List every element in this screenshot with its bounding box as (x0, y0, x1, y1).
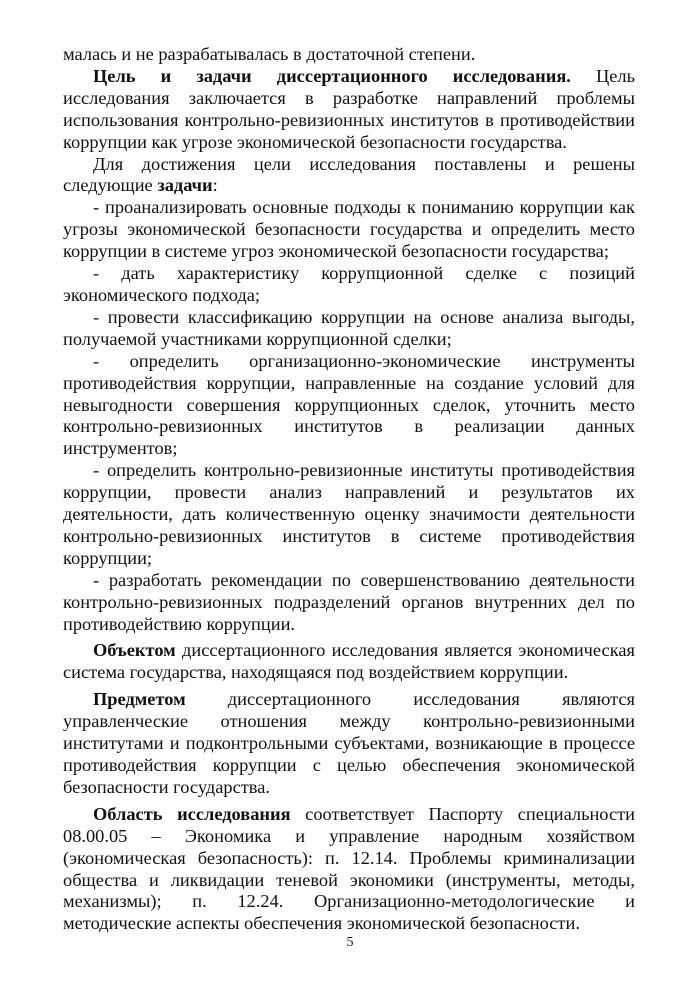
task-item: - дать характеристику коррупционной сделке с позиций экономического подхода; (63, 263, 635, 305)
task-item: - проанализировать основные подходы к пониманию коррупции как угрозы экономической безопасности государства и определить место коррупции в системе угроз экономической безопасности государства; (63, 197, 635, 262)
task-item: - разработать рекомендации по совершенствованию деятельности контрольно-ревизионных подразделений органов внутренних дел по противодействию коррупции. (63, 569, 635, 634)
goal-paragraph (63, 66, 635, 154)
subject-term: Предметом (93, 689, 186, 710)
continuation-text: малась и не разрабатывалась в достаточной степени. (63, 44, 476, 64)
goal-text: Цель исследования заключается в разработке направлений проблемы использования контрольно-ревизионных институтов в противодействии коррупции как угрозе экономической безопасности государства. (63, 65, 635, 152)
goal-term: Цель и задачи диссертационного исследования. (93, 65, 571, 86)
tasks-intro-tail: : (212, 175, 218, 196)
tasks-intro-text: Для достижения цели исследования поставлены и решены следующие (63, 153, 635, 196)
object-text: диссертационного исследования является экономическая система государства, находящаяся под воздействием коррупции. (63, 640, 635, 683)
page-number: 5 (346, 935, 354, 950)
area-paragraph (63, 804, 635, 935)
task-item: - определить контрольно-ревизионные институты противодействия коррупции, провести анализ направлений и результатов их деятельности, дать количественную оценку значимости деятельности контрольно-ревизионных институтов в системе противодействия коррупции; (63, 460, 635, 568)
task-item: - определить организационно-экономические инструменты противодействия коррупции, направленные на создание условий для невыгодности совершения коррупционных сделок, уточнить место контрольно-ревизионных институтов в реализации данных инструментов; (63, 350, 635, 459)
document-body (63, 44, 635, 935)
area-term: Область исследования (93, 803, 291, 824)
continuation-paragraph (63, 44, 635, 66)
tasks-term: задачи (157, 175, 213, 196)
subject-text: диссертационного исследования являются управленческие отношения между контрольно-ревизионными институтами и подконтрольными субъектами, возникающие в процессе противодействия коррупции с целью обеспечения экономической безопасности государства. (63, 689, 635, 797)
tasks-intro-paragraph (63, 154, 635, 198)
object-paragraph (63, 640, 635, 684)
task-item: - провести классификацию коррупции на основе анализа выгоды, получаемой участниками коррупционной сделки; (63, 306, 635, 349)
object-term: Объектом (93, 640, 176, 661)
area-text: соответствует Паспорту специальности 08.00.05 – Экономика и управление народным хозяйством (экономическая безопасность): п. 12.14. Проблемы криминализации общества и ликвидации теневой экономики (инструменты, методы, механизмы); п. 12.24. Организационно-методологические и методические аспекты обеспечения экономической безопасности. (63, 803, 635, 934)
subject-paragraph (63, 689, 635, 799)
